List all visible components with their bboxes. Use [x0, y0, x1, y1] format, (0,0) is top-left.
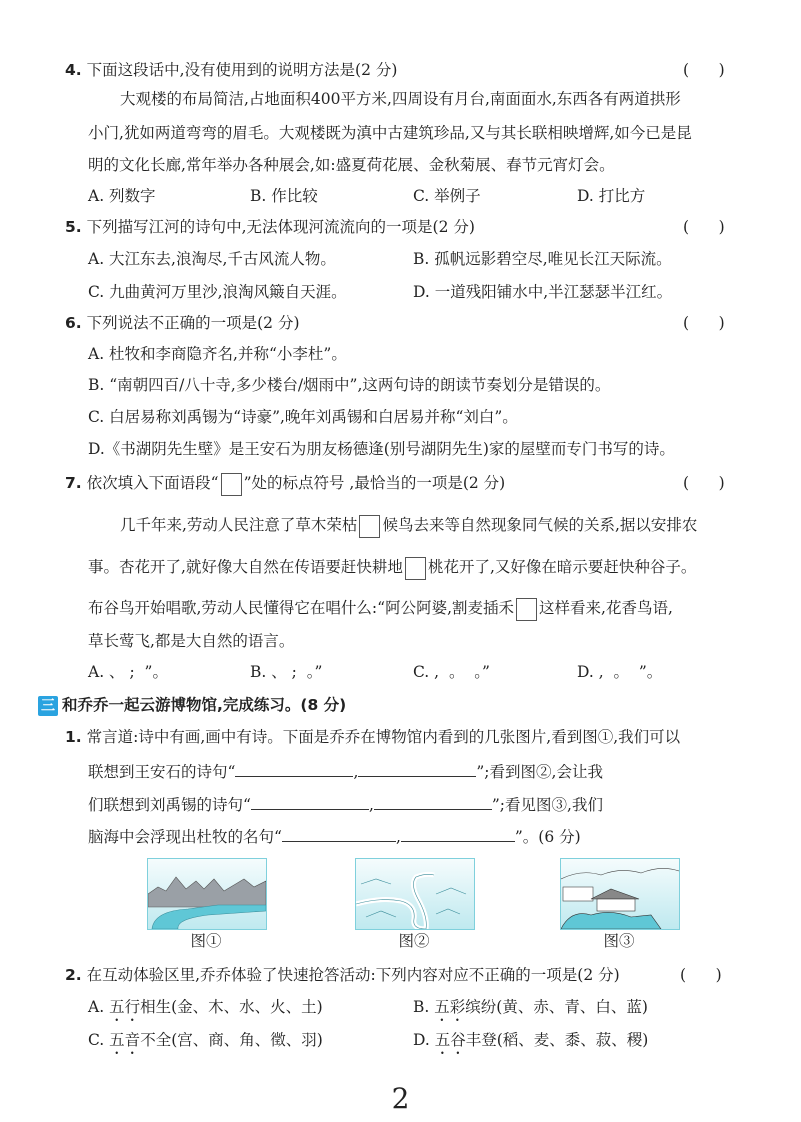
question-2	[65, 964, 620, 986]
passage-line: 明的文化长廊,常年举办各种展会,如:盛夏荷花展、金秋菊展、春节元宵灯会。	[88, 156, 615, 174]
option-text: 丰登(稻、麦、黍、菽、稷)	[465, 1031, 649, 1049]
option-d: D.《书湖阴先生壁》是王安石为朋友杨德逢(别号湖阴先生)家的屋壁而专门书写的诗。	[88, 440, 675, 458]
text: ”;看到图②,会让我	[476, 763, 603, 781]
option-text: 缤纷(黄、赤、青、白、蓝)	[465, 998, 648, 1016]
question-7	[65, 472, 505, 496]
picture-winding-river	[355, 858, 475, 930]
passage-line	[88, 556, 696, 580]
blank-box	[221, 473, 242, 496]
option-letter: C.	[88, 1031, 110, 1049]
option-c: C. 九曲黄河万里沙,浪淘风簸自天涯。	[88, 283, 347, 301]
question-stem: 依次填入下面语段“	[86, 474, 219, 492]
passage-line: 小门,犹如两道弯弯的眉毛。大观楼既为滇中古建筑珍品,又与其长联相映增辉,如今已是昆	[88, 124, 692, 142]
option-d	[413, 1029, 648, 1058]
emphasized-text: 五音	[109, 1031, 141, 1049]
passage-line: 草长莺飞,都是大自然的语言。	[88, 632, 295, 650]
question-6	[65, 312, 300, 334]
option-d: D. , 。 ”。	[577, 663, 663, 681]
answer-blank[interactable]	[358, 760, 476, 777]
emphasized-text: 五彩	[434, 998, 466, 1016]
option-a: A. 杜牧和李商隐齐名,并称“小李杜”。	[88, 345, 347, 363]
punctuation-box[interactable]	[405, 557, 426, 580]
winding-river-illustration	[356, 859, 474, 929]
caption-1: 图①	[190, 932, 222, 950]
text: ”;看见图③,我们	[491, 796, 603, 814]
question-stem: 在互动体验区里,乔乔体验了快速抢答活动:下列内容对应不正确的一项是(2 分)	[86, 966, 620, 984]
text: 们联想到刘禹锡的诗句“	[88, 796, 251, 814]
text: ,	[395, 828, 401, 846]
question-stem: 下面这段话中,没有使用到的说明方法是(2 分)	[86, 61, 398, 79]
question-number: 6.	[65, 314, 82, 332]
question-stem: 下列描写江河的诗句中,无法体现河流流向的一项是(2 分)	[86, 218, 475, 236]
answer-blank[interactable]: ( )	[683, 314, 725, 332]
answer-blank[interactable]	[282, 825, 396, 842]
option-a	[88, 996, 323, 1025]
text: 事。杏花开了,就好像大自然在传语要赶快耕地	[88, 558, 403, 576]
text: ”。(6 分)	[514, 828, 581, 846]
option-text: 不全(宫、商、角、徵、羽)	[140, 1031, 323, 1049]
answer-blank[interactable]	[251, 793, 369, 810]
question-number: 1.	[65, 728, 82, 746]
answer-blank[interactable]	[235, 760, 353, 777]
option-c	[88, 1029, 323, 1058]
section-number-icon: 三	[38, 696, 58, 716]
option-a: A. 、 ; ”。	[88, 663, 168, 681]
question-5	[65, 216, 475, 238]
option-text: 相生(金、木、水、火、土)	[140, 998, 323, 1016]
passage-line: 大观楼的布局简洁,占地面积400平方米,四周设有月台,南面面水,东西各有两道拱形	[120, 90, 681, 108]
answer-blank[interactable]	[374, 793, 492, 810]
question-number: 2.	[65, 966, 82, 984]
answer-blank[interactable]	[401, 825, 515, 842]
answer-blank[interactable]: ( )	[683, 474, 725, 492]
option-b: B. 孤帆远影碧空尽,唯见长江天际流。	[413, 250, 672, 268]
text: 这样看来,花香鸟语,	[539, 599, 673, 617]
picture-pavilion	[560, 858, 680, 930]
fill-line	[88, 793, 603, 816]
passage-line	[120, 514, 697, 538]
option-d: D. 一道残阳铺水中,半江瑟瑟半江红。	[413, 283, 673, 301]
punctuation-box[interactable]	[516, 598, 537, 621]
option-b: B. “南朝四百/八十寺,多少楼台/烟雨中”,这两句诗的朗读节奏划分是错误的。	[88, 376, 611, 394]
caption-3: 图③	[603, 932, 635, 950]
emphasized-text: 五行	[109, 998, 141, 1016]
caption-2: 图②	[398, 932, 430, 950]
question-number: 7.	[65, 474, 82, 492]
emphasized-text: 五谷	[434, 1031, 466, 1049]
text: 桃花开了,又好像在暗示要赶快种谷子。	[427, 558, 697, 576]
section-header	[38, 694, 346, 716]
question-4	[65, 59, 397, 81]
question-number: 5.	[65, 218, 82, 236]
text: 布谷鸟开始唱歌,劳动人民懂得它在唱什么:“阿公阿婆,割麦插禾	[88, 599, 515, 617]
option-d: D. 打比方	[577, 187, 646, 205]
text: ,	[368, 796, 374, 814]
option-a: A. 大江东去,浪淘尽,千古风流人物。	[88, 250, 336, 268]
option-b	[413, 996, 648, 1025]
option-letter: A.	[88, 998, 110, 1016]
option-letter: B.	[413, 998, 435, 1016]
text: 几千年来,劳动人民注意了草木荣枯	[120, 516, 358, 534]
question-stem: ”处的标点符号 ,最恰当的一项是(2 分)	[243, 474, 506, 492]
text: 联想到王安石的诗句“	[88, 763, 236, 781]
pavilion-illustration	[561, 859, 679, 929]
question-1	[65, 726, 680, 748]
text: 候鸟去来等自然现象同气候的关系,据以安排农	[382, 516, 698, 534]
mountains-river-illustration	[148, 859, 266, 929]
text: 脑海中会浮现出杜牧的名句“	[88, 828, 282, 846]
page-number: 2	[391, 1082, 410, 1115]
question-number: 4.	[65, 61, 82, 79]
option-letter: D.	[413, 1031, 435, 1049]
passage-line	[88, 597, 673, 621]
answer-blank[interactable]: ( )	[683, 61, 725, 79]
option-c: C. 举例子	[413, 187, 481, 205]
option-b: B. 作比较	[250, 187, 318, 205]
question-stem: 常言道:诗中有画,画中有诗。下面是乔乔在博物馆内看到的几张图片,看到图①,我们可以	[86, 728, 681, 746]
option-c: C. 白居易称刘禹锡为“诗豪”,晚年刘禹锡和白居易并称“刘白”。	[88, 408, 518, 426]
option-c: C. , 。 。”	[413, 663, 490, 681]
fill-line	[88, 760, 603, 783]
text: ,	[353, 763, 359, 781]
option-a: A. 列数字	[88, 187, 156, 205]
option-b: B. 、 ; 。”	[250, 663, 323, 681]
picture-mountains-river	[147, 858, 267, 930]
fill-line	[88, 825, 581, 848]
section-title: 和乔乔一起云游博物馆,完成练习。(8 分)	[62, 696, 347, 714]
question-stem: 下列说法不正确的一项是(2 分)	[86, 314, 300, 332]
punctuation-box[interactable]	[359, 515, 380, 538]
answer-blank[interactable]: ( )	[680, 966, 722, 984]
answer-blank[interactable]: ( )	[683, 218, 725, 236]
